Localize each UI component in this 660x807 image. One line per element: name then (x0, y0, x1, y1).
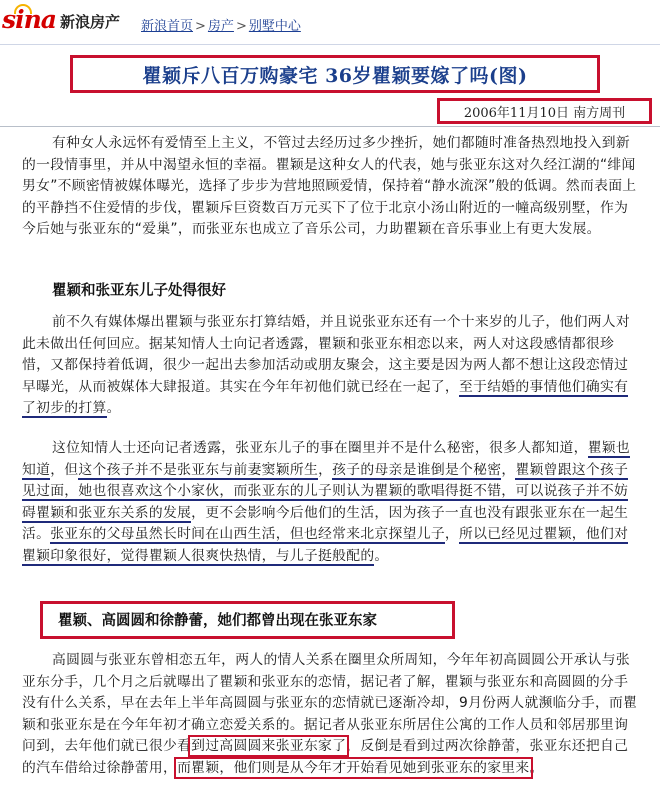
underline-marked-text: 这个孩子并不是张亚东与前妻窦颖所生 (78, 461, 319, 478)
paragraph-2: 前不久有媒体爆出瞿颖与张亚东打算结婚，并且说张亚东还有一个十来岁的儿子，他们两人对此未做出任何回应。据某知情人士向记者透露，瞿颖和张亚东相恋以来，两人对这段感情都很珍惜，又都保持着低调，很少一起出去参加活动或朋友聚会，这主要是因为两人都不想让这段恋情过早曝光，从而被媒体大肆报道。其实在今年年初他们就已经在一起了，至于结婚的事情他们确实有了初步的打算。 (22, 314, 630, 416)
breadcrumb-separator: > (195, 19, 206, 34)
paragraph-4: 高圆圆与张亚东曾相恋五年，两人的情人关系在圈里众所周知，今年年初高圆圆公开承认与张亚东分手，几个月之后就曝出了瞿颖和张亚东的恋情，据记者了解，瞿颖与张亚东和高圆圆的分手没有什么关系，早在去年上半年高圆圆与张亚东的恋情就已逐渐冷却，9月份两人就濒临分手，而瞿颖和张亚东是在今年年初才确立恋爱关系的。据记者从张亚东所居住公寓的工作人员和邻居那里询问到，去年他们就已很少看到过高圆圆来张亚东家了，反倒是看到过两次徐静蕾，张亚东还把自己的汽车借给过徐静蕾用，而瞿颖，他们则是从今年才开始看见她到张亚东的家里来。 (22, 652, 638, 776)
article-title: 瞿颖斥八百万购豪宅 36岁瞿颖要嫁了吗(图) (142, 64, 528, 87)
site-header (0, 0, 660, 44)
dateline-divider (0, 126, 660, 127)
section-heading-2: 瞿颖、高圆圆和徐静蕾，她们都曾出现在张亚东家 (58, 613, 377, 629)
breadcrumb-house-link[interactable]: 房产 (207, 19, 234, 34)
logo-text: 新浪房产 (59, 13, 120, 31)
paragraph-1-text: 有种女人永远怀有爱情至上主义，不管过去经历过多少挫折，她们都随时准备热烈地投入到新的一段情事里，并从中渴望永恒的幸福。瞿颖是这种女人的代表，她与张亚东这对久经江湖的“绯闻男女”不顾密情被媒体曝光，选择了步步为营地照顾爱情，保持着“静水流深”般的低调。然而表面上的平静挡不住爱情的步伐，瞿颖斥巨资数百万元买下了位于北京小汤山附近的一幢高级别墅，作为今后她与张亚东的“爱巢”，而张亚东也成立了音乐公司，力助瞿颖在音乐事业上有更大发展。 (22, 135, 637, 237)
title-annotation-box (70, 55, 600, 93)
underline-marked-text: 所以已经见过瞿颖，他们对瞿颖印象很好，觉得瞿颖人很爽快热情，与儿子挺般配的 (22, 526, 629, 564)
header-divider (0, 44, 660, 45)
boxed-marked-text: 而瞿颖，他们则是从今年才开始看见她到张亚东的家里来 (177, 759, 530, 776)
paragraph-2-text: 前不久有媒体爆出瞿颖与张亚东打算结婚，并且说张亚东还有一个十来岁的儿子，他们两人对此未做出任何回应。据某知情人士向记者透露，瞿颖和张亚东相恋以来，两人对这段感情都很珍惜，又都保持着低调，很少一起出去参加活动或朋友聚会，这主要是因为两人都不想让这段恋情过早曝光，从而被媒体大肆报道。其实在今年年初他们就已经在一起了， (22, 314, 630, 395)
breadcrumb-separator: > (235, 19, 247, 34)
underline-marked-text: 孩子的母亲是谁倒是个秘密 (332, 461, 502, 478)
underline-marked-text: 瞿颖也知道 (22, 440, 630, 478)
boxed-marked-text: 到过高圆圆来张亚东家了 (191, 738, 347, 754)
sina-logo[interactable] (2, 6, 120, 34)
paragraph-3: 这位知情人士还向记者透露，张亚东儿子的事在圈里并不是什么秘密，很多人都知道，瞿颖也知道，但这个孩子并不是张亚东与前妻窦颖所生，孩子的母亲是谁倒是个秘密，瞿颖曾跟这个孩子见过面，她也很喜欢这个小家伙，而张亚东的儿子则认为瞿颖的歌唱得挺不错，可以说孩子并不妨碍瞿颖和张亚东关系的发展，更不会影响今后他们的生活，因为孩子一直也没有跟张亚东在一起生活。张亚东的父母虽然长时间在山西生活，但也经常来北京探望儿子，所以已经见过瞿颖，他们对瞿颖印象很好，觉得瞿颖人很爽快热情，与儿子挺般配的。 (22, 440, 630, 564)
breadcrumb (141, 15, 301, 34)
underline-marked-text: 张亚东的父母虽然长时间在山西生活，但也经常来北京探望儿子 (50, 526, 445, 542)
breadcrumb-villa-link[interactable]: 别墅中心 (248, 19, 301, 34)
underline-marked-text: 至于结婚的事情他们确实有了初步的打算 (22, 378, 629, 416)
logo-mark: sina (2, 5, 56, 34)
underline-marked-text: 瞿颖曾跟这个孩子见过面，她也很喜欢这个小家伙，而张亚东的儿子则认为瞿颖的歌唱得挺不错，可以说孩子并不妨碍瞿颖和张亚东关系的发展 (22, 461, 629, 521)
section-heading-1: 瞿颖和张亚东儿子处得很好 (52, 283, 226, 299)
paragraph-1 (22, 133, 642, 241)
dateline: 2006年11月10日 南方周刊 (437, 98, 652, 124)
breadcrumb-home-link[interactable]: 新浪首页 (141, 19, 194, 34)
